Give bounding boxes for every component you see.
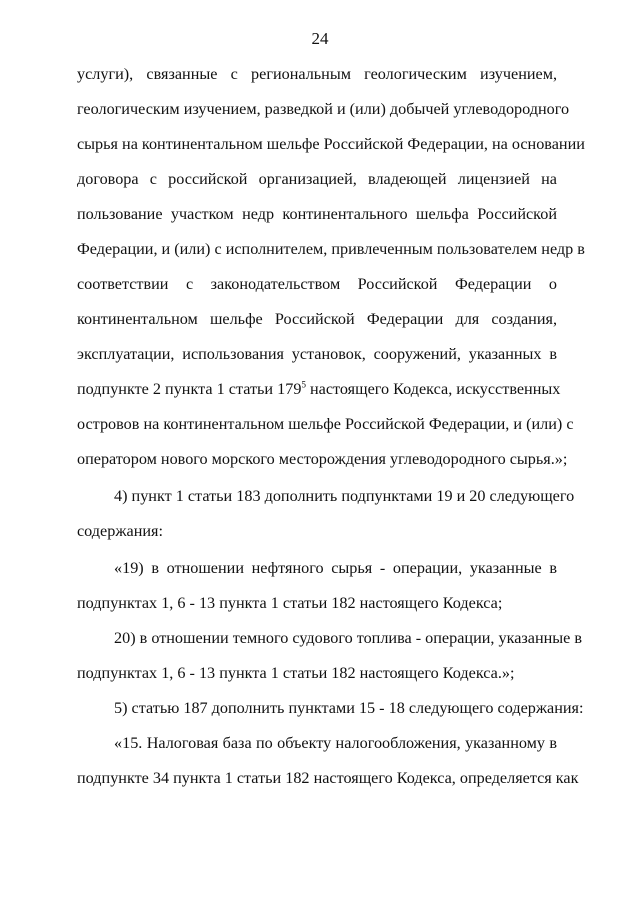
page-number: 24: [311, 29, 329, 48]
text-line: геологическим изучением, разведкой и (или) добычей углеводородного: [77, 100, 570, 118]
text-line: услуги), связанные с региональным геологическим изучением,: [77, 65, 557, 83]
text-line: подпунктах 1, 6 - 13 пункта 1 статьи 182 настоящего Кодекса.»;: [77, 664, 515, 682]
text-line: пользование участком недр континентального шельфа Российской: [77, 205, 557, 223]
text-line: оператором нового морского месторождения углеводородного сырья.»;: [77, 450, 568, 468]
text-line: подпункте 2 пункта 1 статьи $179^5$ настоящего Кодекса, искусственных: [77, 379, 561, 398]
text-line: договора с российской организацией, владеющей лицензией на: [77, 170, 557, 188]
text-line: 4) пункт 1 статьи 183 дополнить подпунктами 19 и 20 следующего: [114, 487, 575, 505]
text-line: эксплуатации, использования установок, сооружений, указанных в: [77, 345, 557, 363]
text-line: «19) в отношении нефтяного сырья - операции, указанные в: [114, 559, 557, 577]
text-line: 5) статью 187 дополнить пунктами 15 - 18 следующего содержания:: [114, 699, 584, 717]
text-line: сырья на континентальном шельфе Российской Федерации, на основании: [77, 135, 585, 153]
text-line: 20) в отношении темного судового топлива - операции, указанные в: [114, 629, 583, 647]
text-line: «15. Налоговая база по объекту налогообложения, указанному в: [114, 734, 557, 752]
text-line: континентальном шельфе Российской Федерации для создания,: [77, 310, 557, 328]
text-line: подпунктах 1, 6 - 13 пункта 1 статьи 182 настоящего Кодекса;: [77, 594, 503, 612]
text-line: соответствии с законодательством Российской Федерации о: [77, 275, 557, 293]
text-line: островов на континентальном шельфе Российской Федерации, и (или) с: [77, 415, 574, 433]
text-line: Федерации, и (или) с исполнителем, привлеченным пользователем недр в: [77, 240, 585, 258]
text-line: содержания:: [77, 522, 163, 540]
text-line: подпункте 34 пункта 1 статьи 182 настоящего Кодекса, определяется как: [77, 769, 579, 787]
